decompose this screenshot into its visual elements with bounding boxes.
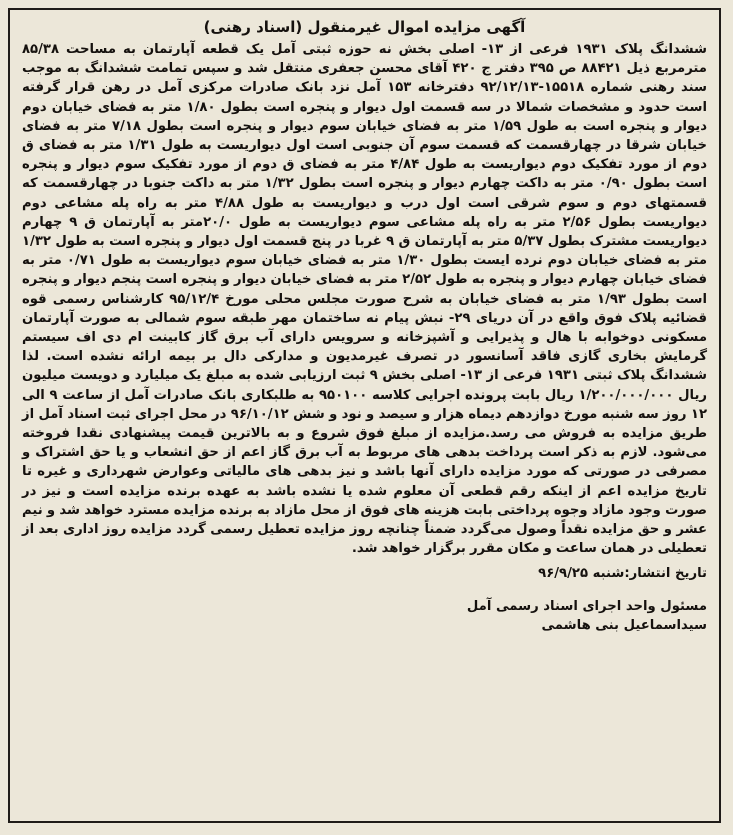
notice-body: ششدانگ پلاک ۱۹۳۱ فرعی از ۱۳- اصلی بخش نه حوزه ثبتی آمل یک قطعه آپارتمان به مساحت ۸۵/۳۸ مترمربع ذیل ۸۸۴۲۱ ص ۳۹۵ دفتر ج ۴۲۰ آقای محسن جعفری منتقل شد و سپس تمامت ششدانگ به موجب سند رهنی شماره ۱۵۵۱۸-۹۲/۱۲/۱۳ دفترخانه ۱۵۳ آمل نزد بانک صادرات مرکزی آمل در رهن قرار گرفته است حدود و مشخصات شمالا در سه قسمت اول دیوار و پنجره است بطول ۱/۸۰ متر به فضای خیابان دوم دیوار و پنجره است به طول ۱/۵۹ متر به فضای خیابان سوم دیوار و پنجره است بطول ۷/۱۸ متر به فضای خیابان شرقا در چهارقسمت که قسمت سوم آن جنوبی است اول دیواریست به طول ۱/۳۱ متر به فضای ق دوم از مورد تفکیک دوم دیواریست به طول ۴/۸۴ متر به فضای ق دوم از مورد تفکیک سوم دیوار و پنجره است بطول ۰/۹۰ متر به داکت چهارم دیوار و پنجره است بطول ۱/۳۲ متر به داکت جنوبا در چهارقسمت که قسمتهای دوم و سوم شرقی است اول درب و دیواریست به طول ۴/۸۸ متر به راه پله مشاعی دوم دیواریست بطول ۲/۵۶ متر به راه پله مشاعی سوم دیواریست به طول ۲۰/۰متر به آپارتمان ق ۹ چهارم دیواریست مشترک بطول ۵/۳۷ متر به آپارتمان ق ۹ غربا در پنج قسمت اول دیوار و پنجره است به طول ۱/۳۲ متر به فضای خیابان دوم نرده ایست بطول ۱/۳۰ متر به فضای خیابان سوم دیواریست به طول ۰/۷۱ متر به فضای خیابان چهارم دیوار و پنجره به طول ۲/۵۲ متر به فضای خیابان دیوار و پنجره است پنجم دیوار و پنجره است بطول ۱/۹۳ متر به فضای خیابان به شرح صورت مجلس محلی مورخ ۹۵/۱۲/۴ کارشناس رسمی قوه قضائیه پلاک فوق واقع در آن دریای ۲۹- نبش پیام نه ساختمان مهر طبقه سوم شمالی به صورت آپارتمان مسکونی دوخوابه با هال و پذیرایی و آشپزخانه و سرویس دارای آب برق گاز کابینت ام دی اف سیستم گرمایش بخاری گازی فاقد آسانسور در تصرف غیرمدیون و مدارکی دال بر بیمه ارائه نشده است. لذا ششدانگ پلاک ثبتی ۱۹۳۱ فرعی از ۱۳- اصلی بخش ۹ ثبت ارزیابی شده به مبلغ یک میلیارد و دویست میلیون ریال ۱/۲۰۰/۰۰۰/۰۰۰ ریال بابت پرونده اجرایی کلاسه ۹۵۰۱۰۰ به طلبکاری بانک صادرات آمل از ساعت ۹ الی ۱۲ روز سه شنبه مورخ دوازدهم دیماه هزار و سیصد و نود و شش ۹۶/۱۰/۱۲ در محل اجرای ثبت اسناد آمل از طریق مزایده به فروش می رسد.مزایده از مبلغ فوق شروع و به بالاترین قیمت پیشنهادی نقدا فروخته می‌شود. لازم به ذکر است پرداخت بدهی های مربوط به آب برق گاز اعم از حق انشعاب و یا حق اشتراک و مصرفی در صورتی که مورد مزایده دارای آنها باشد و نیز بدهی های مالیاتی وعوارض شهرداری و غیره تا تاریخ مزایده اعم از اینکه رقم قطعی آن معلوم شده یا نشده باشد به عهده برنده مزایده است و نیز در صورت وجود مازاد وجوه پرداختی بابت هزینه های فوق از محل مازاد به برنده مزایده مسترد خواهد شد و نیم عشر و حق مزایده نقداً وصول می‌گردد ضمناً چنانچه روز مزایده تعطیل رسمی گردد مزایده روز اداری بعد از تعطیلی در همان ساعت و مکان مقرر برگزار خواهد شد. bbox=[22, 42, 708, 557]
signature-role: مسئول واحد اجرای اسناد رسمی آمل bbox=[466, 599, 707, 615]
signature-name: سیداسماعیل بنی هاشمی bbox=[541, 618, 707, 634]
notice-footer bbox=[22, 564, 707, 635]
notice-title: آگهی مزایده اموال غیرمنقول (اسناد رهنی) bbox=[203, 18, 526, 36]
publish-date: تاریخ انتشار:شنبه ۹۶/۹/۲۵ bbox=[538, 566, 707, 582]
notice-frame bbox=[8, 8, 721, 823]
